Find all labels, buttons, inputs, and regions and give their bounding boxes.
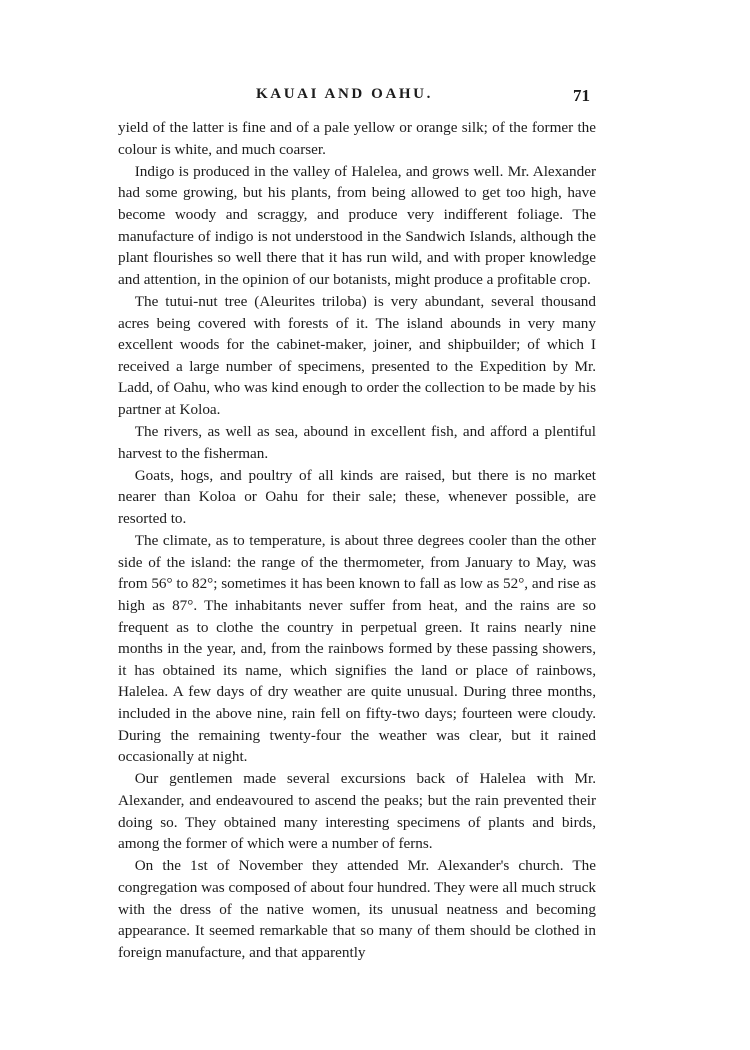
paragraph-church: On the 1st of November they attended Mr. Alexander's church. The congregation was composed of about four hundred. They were all much struck with the dress of the native women, its unusual neatness and becoming appearance. It seemed remarkable that so many of them should be clothed in foreign manufacture, and that apparently xyxy=(118,857,596,961)
paragraph-rivers: The rivers, as well as sea, abound in excellent fish, and afford a plentiful harvest to the fisherman. xyxy=(118,423,596,462)
page-number: 71 xyxy=(573,86,590,105)
paragraph-excursions: Our gentlemen made several excursions back of Halelea with Mr. Alexander, and endeavoured to ascend the peaks; but the rain prevented their doing so. They obtained many interesting specimens of plants and birds, among the former of which were a number of ferns. xyxy=(118,770,596,853)
paragraph-continued: yield of the latter is fine and of a pale yellow or orange silk; of the former the colour is white, and much coarser. xyxy=(118,119,596,158)
running-title: KAUAI AND OAHU. xyxy=(256,86,433,102)
paragraph-tutui-nut: The tutui-nut tree (Aleurites triloba) is very abundant, several thousand acres being covered with forests of it. The island abounds in very many excellent woods for the cabinet-maker, joiner, and shipbuilder; of which I received a large number of specimens, presented to the Expedition by Mr. Ladd, of Oahu, who was kind enough to order the collection to be made by his partner at Koloa. xyxy=(118,292,596,418)
paragraph-indigo: Indigo is produced in the valley of Halelea, and grows well. Mr. Alexander had some growing, but his plants, from being allowed to get too high, have become woody and scraggy, and produce very indifferent foliage. The manufacture of indigo is not understood in the Sandwich Islands, although the plant flourishes so well there that it has run wild, and with proper knowledge and attention, in the opinion of our botanists, might produce a profitable crop. xyxy=(118,162,596,288)
paragraph-livestock: Goats, hogs, and poultry of all kinds are raised, but there is no market nearer than Koloa or Oahu for their sale; these, whenever possible, are resorted to. xyxy=(118,466,596,528)
body-text xyxy=(118,117,596,964)
paragraph-climate: The climate, as to temperature, is about three degrees cooler than the other side of the island: the range of the thermometer, from January to May, was from 56° to 82°; sometimes it has been known to fall as low as 52°, and rise as high as 87°. The inhabitants never suffer from heat, and the rains are so frequent as to clothe the country in perpetual green. It rains nearly nine months in the year, and, from the rainbows formed by these passing showers, it has obtained its name, which signifies the land or place of rainbows, Halelea. A few days of dry weather are quite unusual. During three months, included in the above nine, rain fell on fifty-two days; fourteen were cloudy. During the remaining twenty-four the weather was clear, but it rained occasionally at night. xyxy=(118,532,596,766)
running-head xyxy=(118,86,596,110)
